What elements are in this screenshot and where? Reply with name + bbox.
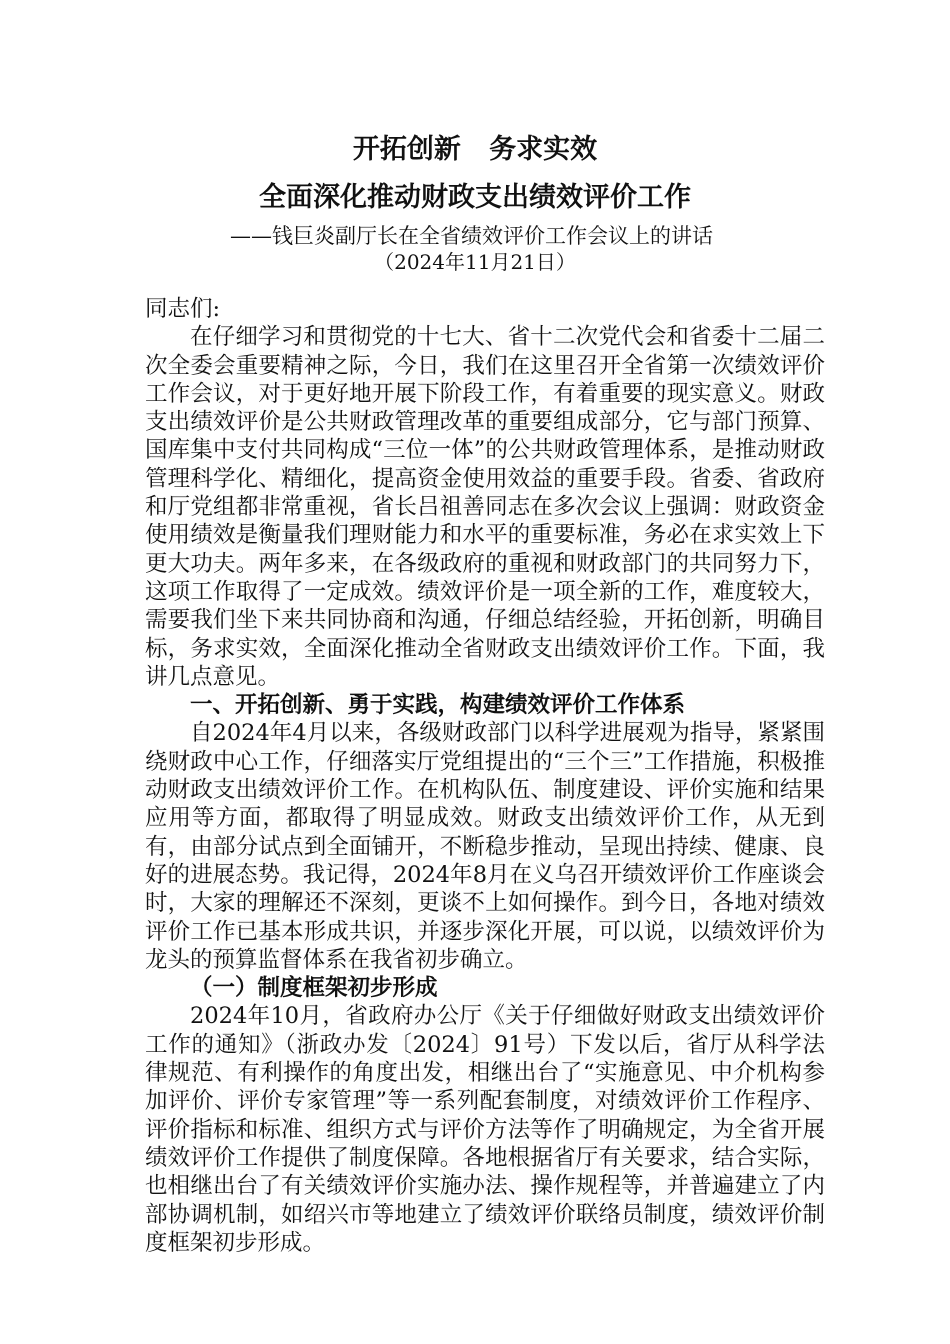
- document-date: （2024年11月21日）: [374, 250, 576, 274]
- paragraph-subsection-1: 2024年10月，省政府办公厅《关于仔细做好财政支出绩效评价工作的通知》（浙政办发〔2024〕91号）下发以后，省厅从科学法律规范、有利操作的角度出发，相继出台了“实施意见、中介机构参加评价、评价专家管理”等一系列配套制度，对绩效评价工作程序、评价指标和标准、组织方式与评价方法等作了明确规定，为全省开展绩效评价工作提供了制度保障。各地根据省厅有关要求，结合实际，也相继出台了有关绩效评价实施办法、操作规程等，并普遍建立了内部协调机制，如绍兴市等地建立了绩效评价联络员制度，绩效评价制度框架初步形成。: [145, 1003, 825, 1256]
- subsection-heading-1: （一）制度框架初步形成: [190, 975, 438, 1002]
- document-body: [145, 295, 825, 1257]
- document-subtitle: ——钱巨炎副厅长在全省绩效评价工作会议上的讲话: [230, 224, 713, 248]
- document-title-line1: 开拓创新 务求实效: [352, 134, 598, 165]
- section-heading-1: 一、开拓创新、勇于实践，构建绩效评价工作体系: [190, 692, 686, 719]
- paragraph-intro: 在仔细学习和贯彻党的十七大、省十二次党代会和省委十二届二次全委会重要精神之际，今日，我们在这里召开全省第一次绩效评价工作会议，对于更好地开展下阶段工作，有着重要的现实意义。财政支出绩效评价是公共财政管理改革的重要组成部分，它与部门预算、国库集中支付共同构成“三位一体”的公共财政管理体系，是推动财政管理科学化、精细化，提高资金使用效益的重要手段。省委、省政府和厅党组都非常重视，省长吕祖善同志在多次会议上强调：财政资金使用绩效是衡量我们理财能力和水平的重要标准，务必在求实效上下更大功夫。两年多来，在各级政府的重视和财政部门的共同努力下，这项工作取得了一定成效。绩效评价是一项全新的工作，难度较大，需要我们坐下来共同协商和沟通，仔细总结经验，开拓创新，明确目标，务求实效，全面深化推动全省财政支出绩效评价工作。下面，我讲几点意见。: [145, 324, 825, 690]
- document-title-line2: 全面深化推动财政支出绩效评价工作: [259, 182, 691, 213]
- salutation: 同志们:: [145, 296, 221, 322]
- paragraph-section-1: 自2024年4月以来，各级财政部门以科学进展观为指导，紧紧围绕财政中心工作，仔细落实厅党组提出的“三个三”工作措施，积极推动财政支出绩效评价工作。在机构队伍、制度建设、评价实施和结果应用等方面，都取得了明显成效。财政支出绩效评价工作，从无到有，由部分试点到全面铺开，不断稳步推动，呈现出持续、健康、良好的进展态势。我记得，2024年8月在义乌召开绩效评价工作座谈会时，大家的理解还不深刻，更谈不上如何操作。到今日，各地对绩效评价工作已基本形成共识，并逐步深化开展，可以说，以绩效评价为龙头的预算监督体系在我省初步确立。: [145, 720, 825, 973]
